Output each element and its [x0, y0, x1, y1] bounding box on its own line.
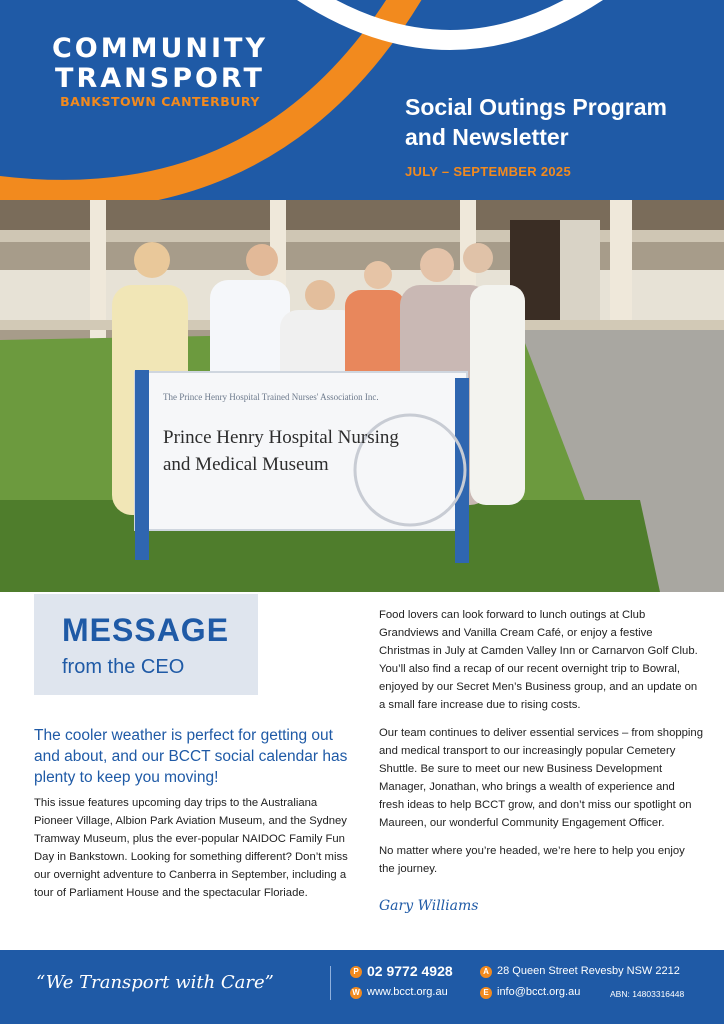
ceo-signature: Gary Williams [379, 898, 479, 914]
sign-line-1: Prince Henry Hospital Nursing [163, 427, 399, 448]
header-banner [0, 0, 724, 200]
footer-motto: “We Transport with Care” [36, 972, 274, 993]
logo-line-1: COMMUNITY [51, 33, 269, 64]
body-paragraph-4: No matter where you’re headed, we’re here to help you enjoy the journey. [379, 845, 685, 875]
title-line-1: Social Outings Program [405, 94, 667, 120]
body-paragraph-1: This issue features upcoming day trips to the Australiana Pioneer Village, Albion Park Aviation Museum, and the Sydney Tramway Museum, plus the ever-popular NAIDOC Family Fun Day in Bankstown. Looking for something different? Don’t miss our overnight adventure to Canberra in September, including a tour of Parliament House and the spectacular Floriade. [34, 797, 348, 899]
body-paragraph-3: Our team continues to deliver essential services – from shopping and medical transport to our increasingly popular Cemetery Shuttle. Be sure to meet our new Business Development Manager, Jonathan, who brings a wealth of experience and fresh ideas to help BCCT grow, and don’t miss our spotlight on Maureen, our wonderful Community Engagement Officer. [379, 727, 704, 829]
sign-association-text: The Prince Henry Hospital Trained Nurses' Association Inc. [163, 392, 379, 402]
message-title: MESSAGE [62, 612, 230, 648]
logo-line-2: TRANSPORT [55, 63, 265, 94]
phone-icon: P [350, 966, 362, 978]
newsletter-title [405, 92, 705, 152]
logo [40, 34, 280, 110]
museum-sign [163, 424, 463, 478]
footer-website[interactable]: www.bcct.org.au [367, 986, 448, 998]
web-icon: W [350, 987, 362, 999]
footer-divider [330, 966, 331, 1000]
footer-email[interactable]: info@bcct.org.au [497, 986, 581, 998]
lead-paragraph: The cooler weather is perfect for getting out and about, and our BCCT social calendar has plenty to keep you moving! [34, 727, 348, 786]
footer-address: 28 Queen Street Revesby NSW 2212 [497, 965, 680, 977]
body-paragraph-2: Food lovers can look forward to lunch outings at Club Grandviews and Vanilla Cream Café, or enjoy a festive Christmas in July at Camden Valley Inn or Carnarvon Golf Club. You’ll also find a recap of our recent overnight trip to Bowral, enjoyed by our Secret Men’s Business group, and an update on a small fare increase due to rising costs. [379, 609, 698, 711]
message-subtitle: from the CEO [62, 656, 185, 678]
date-range: JULY – SEPTEMBER 2025 [405, 164, 571, 179]
footer-phone[interactable]: 02 9772 4928 [367, 963, 453, 979]
email-icon: E [480, 987, 492, 999]
right-column [379, 606, 703, 888]
footer-abn: ABN: 14803316448 [610, 989, 685, 999]
address-icon: A [480, 966, 492, 978]
logo-line-3: BANKSTOWN CANTERBURY [60, 94, 260, 109]
sign-line-2: and Medical Museum [163, 454, 329, 475]
title-line-2: and Newsletter [405, 124, 569, 150]
